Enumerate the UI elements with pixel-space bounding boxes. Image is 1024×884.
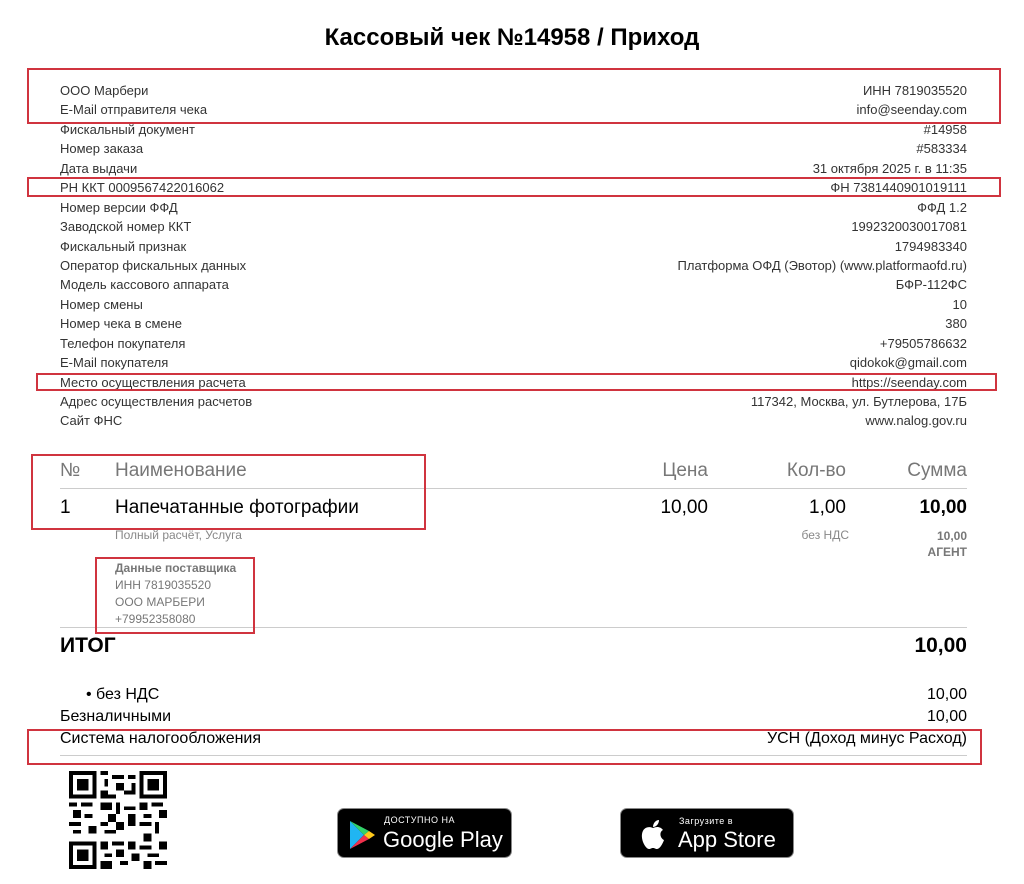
info-value: БФР-112ФС [895,277,967,293]
item-sum: 10,00 [919,497,967,518]
header-name: Наименование [115,460,247,481]
info-label: Номер смены [60,296,143,312]
info-label: Телефон покупателя [60,335,186,351]
info-label: Заводской номер ККТ [60,219,192,235]
cashless-row [60,708,967,726]
info-row-ofd-operator [60,256,967,275]
items-table-header [60,455,967,487]
info-value: ФН 7381440901019111 [830,180,967,196]
info-value: https://seenday.com [851,374,967,390]
vat-row [60,686,967,704]
info-label: ООО Марбери [60,83,149,98]
items-table [60,455,967,626]
tax-system-row [60,730,967,748]
info-value: info@seenday.com [856,102,967,118]
vat-label: • без НДС [86,686,160,703]
info-label: Дата выдачи [60,160,138,176]
info-value: qidokok@gmail.com [849,355,967,371]
header-price: Цена [662,460,708,481]
info-row-sender-email [60,100,967,119]
google-play-button[interactable] [337,808,512,858]
total-label: ИТОГ [60,634,116,657]
info-row-ffd-version [60,198,967,217]
total-value: 10,00 [914,634,967,657]
supplier-data [115,560,236,628]
app-store-label: App Store [678,827,776,852]
info-row-kkt-registration [60,178,967,197]
tax-system-value: УСН (Доход минус Расход) [766,730,967,747]
header-num: № [60,460,81,481]
info-value: www.nalog.gov.ru [865,413,967,429]
vat-value: 10,00 [926,686,967,703]
info-value: 10 [952,296,967,312]
info-label: Номер заказа [60,141,144,157]
info-label: E-Mail покупателя [60,355,169,371]
supplier-title: Данные поставщика [115,561,237,575]
apple-icon [639,819,667,851]
item-vat-sum: 10,00 [936,529,967,543]
info-value: Платформа ОФД (Эвотор) (www.platformaofd.ru) [677,257,967,273]
item-qty: 1,00 [809,497,846,518]
item-vat: без НДС [801,528,849,542]
receipt-title: Кассовый чек №14958 / Приход [324,24,700,51]
info-row-issue-date [60,159,967,178]
info-row-buyer-phone [60,334,967,353]
google-play-icon [348,820,376,850]
info-label: Адрес осуществления расчетов [60,394,253,409]
app-store-caption: Загрузите в [679,816,734,826]
info-row-shift-number [60,295,967,314]
info-value: ИНН 7819035520 [862,83,967,98]
app-store-button[interactable] [620,808,794,858]
info-value: #583334 [916,141,967,157]
bottom-divider [60,755,967,756]
info-value: #14958 [923,121,967,137]
info-label: Номер чека в смене [60,316,183,332]
cashless-value: 10,00 [926,708,967,725]
supplier-name: ООО МАРБЕРИ [115,595,205,609]
info-value: 117342, Москва, ул. Бутлерова, 17Б [750,394,967,409]
google-play-caption: ДОСТУПНО НА [384,815,455,825]
info-row-fiscal-document [60,120,967,139]
supplier-inn: ИНН 7819035520 [115,578,212,592]
item-agent-badge: АГЕНТ [927,545,967,559]
tax-system-label: Система налогообложения [60,730,262,747]
item-payment-info: Полный расчёт, Услуга [115,528,242,542]
cashless-label: Безналичными [60,708,171,725]
header-qty: Кол-во [786,460,846,481]
info-label: Фискальный признак [60,238,187,254]
info-value: ФФД 1.2 [917,199,967,215]
info-label: Фискальный документ [60,121,195,137]
item-vat-sum-block [928,528,967,560]
info-value: +79505786632 [879,335,967,351]
info-value: 31 октября 2025 г. в 11:35 [812,160,967,176]
info-row-company [60,81,967,100]
info-row-fns-site [60,411,967,430]
info-label: Номер версии ФФД [60,199,178,215]
info-label: Модель кассового аппарата [60,277,229,293]
info-row-kkt-serial [60,217,967,236]
info-value: 1992320030017081 [851,219,967,235]
total-divider [60,627,967,628]
item-price: 10,00 [660,497,708,518]
info-value: 1794983340 [894,238,967,254]
info-label: РН ККТ 0009567422016062 [60,180,225,196]
info-row-receipt-in-shift [60,314,967,333]
info-label: E-Mail отправителя чека [60,102,208,118]
info-row-order-number [60,139,967,158]
receipt-info-list [60,81,967,431]
info-row-fiscal-sign [60,237,967,256]
info-row-buyer-email [60,353,967,372]
info-label: Оператор фискальных данных [60,257,247,273]
info-row-settlement-address [60,392,967,411]
info-value: 380 [945,316,967,332]
header-divider [60,488,967,489]
info-label: Сайт ФНС [60,413,123,429]
info-row-cash-register-model [60,275,967,294]
header-sum: Сумма [907,460,967,481]
info-row-settlement-place [60,373,967,392]
qr-code-icon [69,771,167,869]
item-num: 1 [60,497,71,518]
google-play-label: Google Play [383,827,503,852]
table-row [60,493,967,523]
total-row [60,634,967,658]
info-label: Место осуществления расчета [60,374,246,390]
supplier-phone: +79952358080 [115,612,196,626]
item-name: Напечатанные фотографии [115,497,359,518]
